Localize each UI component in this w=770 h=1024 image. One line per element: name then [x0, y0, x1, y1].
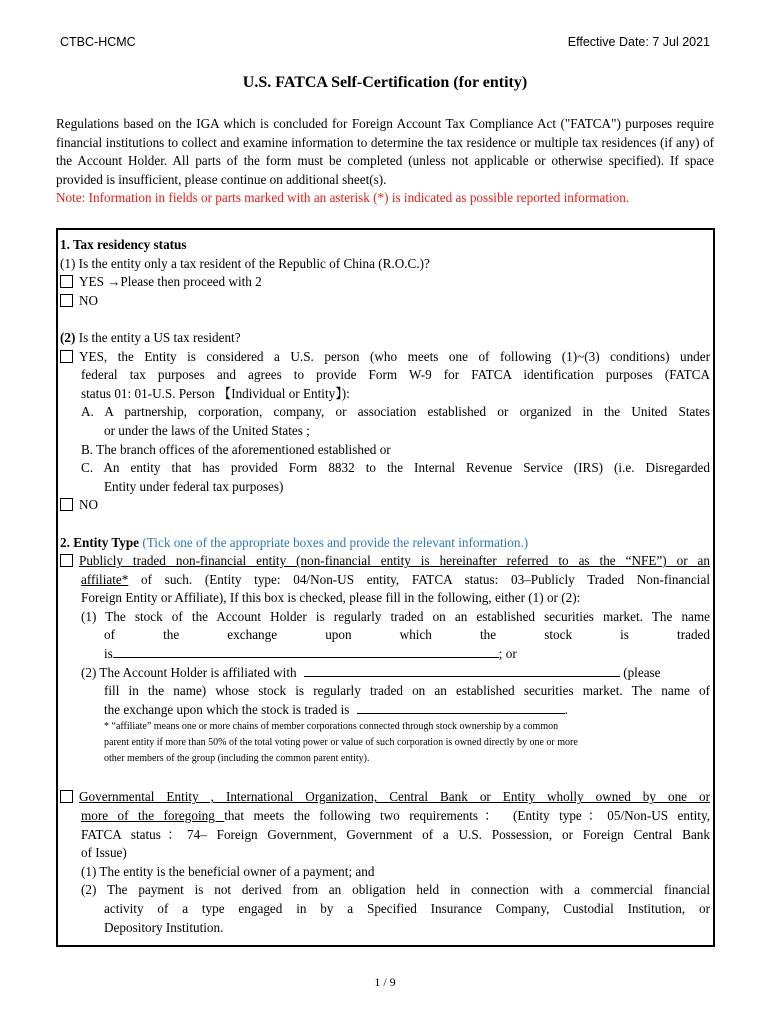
- option2-line1: [60, 664, 710, 683]
- footnote-line2: parent entity if more than 50% of the total voting power or value of such corporation is owned directly by one or more: [104, 737, 578, 749]
- option1-line2: of the exchange upon which the stock is traded: [104, 627, 710, 643]
- q2-yes-checkbox[interactable]: [60, 350, 73, 363]
- header-institution: CTBC-HCMC: [60, 35, 136, 49]
- condition-a-line2: or under the laws of the United States ;: [104, 422, 310, 438]
- governmental-entity-option[interactable]: [60, 788, 710, 807]
- option1-line1: (1) The stock of the Account Holder is regularly traded on an established securities market. The name: [81, 608, 710, 624]
- option1-is-label: is: [104, 646, 113, 662]
- publicly-traded-line3: Foreign Entity or Affiliate), If this box is checked, please fill in the following, either (1) or (2):: [81, 590, 581, 606]
- option2-exchange-label: the exchange upon which the stock is traded is: [104, 701, 350, 717]
- q2-number: (2): [60, 329, 76, 345]
- governmental-entity-checkbox[interactable]: [60, 790, 73, 803]
- publicly-traded-checkbox[interactable]: [60, 554, 73, 567]
- option2-line2: fill in the name) whose stock is regularly traded on an established securities market. The name of: [104, 683, 710, 699]
- footnote-line1: * “affiliate” means one or more chains of member corporations connected through stock ownership by a common: [104, 721, 559, 733]
- option1-line3: [60, 645, 710, 664]
- q2-no-option[interactable]: [60, 496, 710, 515]
- publicly-traded-line1: Publicly traded non-financial entity (non-financial entity is hereinafter referred to as the “NFE”) or an: [79, 553, 710, 569]
- intro-note: Note: Information in fields or parts marked with an asterisk (*) is indicated as possible reported information.: [56, 190, 630, 206]
- governmental-line2-underlined: more of the foregoing: [81, 808, 225, 824]
- q2-question: [60, 329, 710, 348]
- q1-yes-checkbox[interactable]: [60, 275, 73, 288]
- condition-a-line1: A. A partnership, corporation, company, or association established or organized in the United States: [81, 404, 710, 420]
- section2-title: 2. Entity Type: [60, 534, 140, 550]
- requirement-2-line2: activity of a type engaged in by a Specified Insurance Company, Custodial Institution, or: [104, 901, 710, 916]
- section1-heading: 1. Tax residency status: [60, 237, 187, 252]
- exchange-name-field[interactable]: [113, 645, 499, 658]
- q2-no-checkbox[interactable]: [60, 498, 73, 511]
- section2-instruction: (Tick one of the appropriate boxes and provide the relevant information.): [139, 534, 529, 550]
- condition-b: B. The branch offices of the aforementioned established or: [81, 441, 391, 457]
- q2-text: Is the entity a US tax resident?: [75, 329, 241, 345]
- option2-affiliated-label: (2) The Account Holder is affiliated with: [81, 664, 297, 680]
- option2-please-label: (please: [619, 664, 661, 680]
- intro-text: Regulations based on the IGA which is concluded for Foreign Account Tax Compliance Act ("FATCA") purposes require financial institutions to collect and examine information to determine the tax residence or multiple tax residences (if any) of the Account Holder. All parts of the form must be completed (unless not applicable or otherwise specified). If space provided is insufficient, please continue on additional sheet(s).: [56, 116, 714, 187]
- q2-yes-line3: status 01: 01-U.S. Person 【Individual or Entity】):: [81, 385, 350, 401]
- affiliate-name-field[interactable]: [304, 664, 620, 677]
- publicly-traded-line2: [60, 571, 710, 590]
- page-title: U.S. FATCA Self-Certification (for entity): [242, 74, 528, 91]
- q1-yes-option[interactable]: [60, 273, 710, 292]
- governmental-line2: [60, 807, 710, 826]
- footnote-line3: other members of the group (including the common parent entity).: [104, 753, 370, 765]
- publicly-traded-line2-text: of such. (Entity type: 04/Non-US entity, FATCA status: 03–Publicly Traded Non-financial: [128, 571, 710, 587]
- q1-no-label: NO: [79, 292, 99, 308]
- requirement-2-line3: Depository Institution.: [104, 919, 224, 935]
- section2-heading: [60, 534, 710, 553]
- q1-question: (1) Is the entity only a tax resident of the Republic of China (R.O.C.)?: [60, 255, 430, 271]
- governmental-line3: FATCA status：74– Foreign Government, Government of a U.S. Possession, or Foreign Central Bank: [81, 826, 710, 842]
- publicly-traded-option[interactable]: [60, 552, 710, 571]
- q2-no-label: NO: [79, 497, 99, 513]
- affiliate-term: affiliate*: [81, 571, 129, 587]
- option2-line3: [60, 701, 710, 720]
- condition-c-line1: C. An entity that has provided Form 8832 to the Internal Revenue Service (IRS) (i.e. Disregarded: [81, 460, 710, 476]
- q1-yes-label: YES →Please then proceed with 2: [79, 274, 262, 290]
- form-content: [60, 236, 710, 937]
- q2-yes-line1: YES, the Entity is considered a U.S. person (who meets one of following (1)~(3) conditions) under: [79, 348, 710, 364]
- requirement-1: (1) The entity is the beneficial owner of a payment; and: [81, 863, 375, 879]
- intro-paragraph: [56, 115, 714, 208]
- affiliate-exchange-field[interactable]: [357, 701, 565, 714]
- option2-period: .: [564, 701, 568, 717]
- header-effective-date: Effective Date: 7 Jul 2021: [567, 35, 710, 49]
- governmental-line1: Governmental Entity , International Organization, Central Bank or Entity wholly owned by one or: [79, 789, 710, 805]
- q1-no-checkbox[interactable]: [60, 294, 73, 307]
- q2-yes-line2: federal tax purposes and agrees to provide Form W-9 for FATCA identification purposes (FATCA: [81, 367, 710, 383]
- governmental-line2-text: that meets the following two requirements： (Entity type：05/Non-US entity,: [224, 808, 710, 824]
- governmental-line4: of Issue): [81, 845, 127, 861]
- option1-or-label: ; or: [498, 646, 517, 662]
- q2-yes-option[interactable]: [60, 348, 710, 367]
- page-number: 1 / 9: [374, 975, 396, 989]
- requirement-2-line1: (2) The payment is not derived from an obligation held in connection with a commercial financial: [81, 882, 710, 898]
- condition-c-line2: Entity under federal tax purposes): [104, 478, 284, 494]
- q1-no-option[interactable]: [60, 292, 710, 311]
